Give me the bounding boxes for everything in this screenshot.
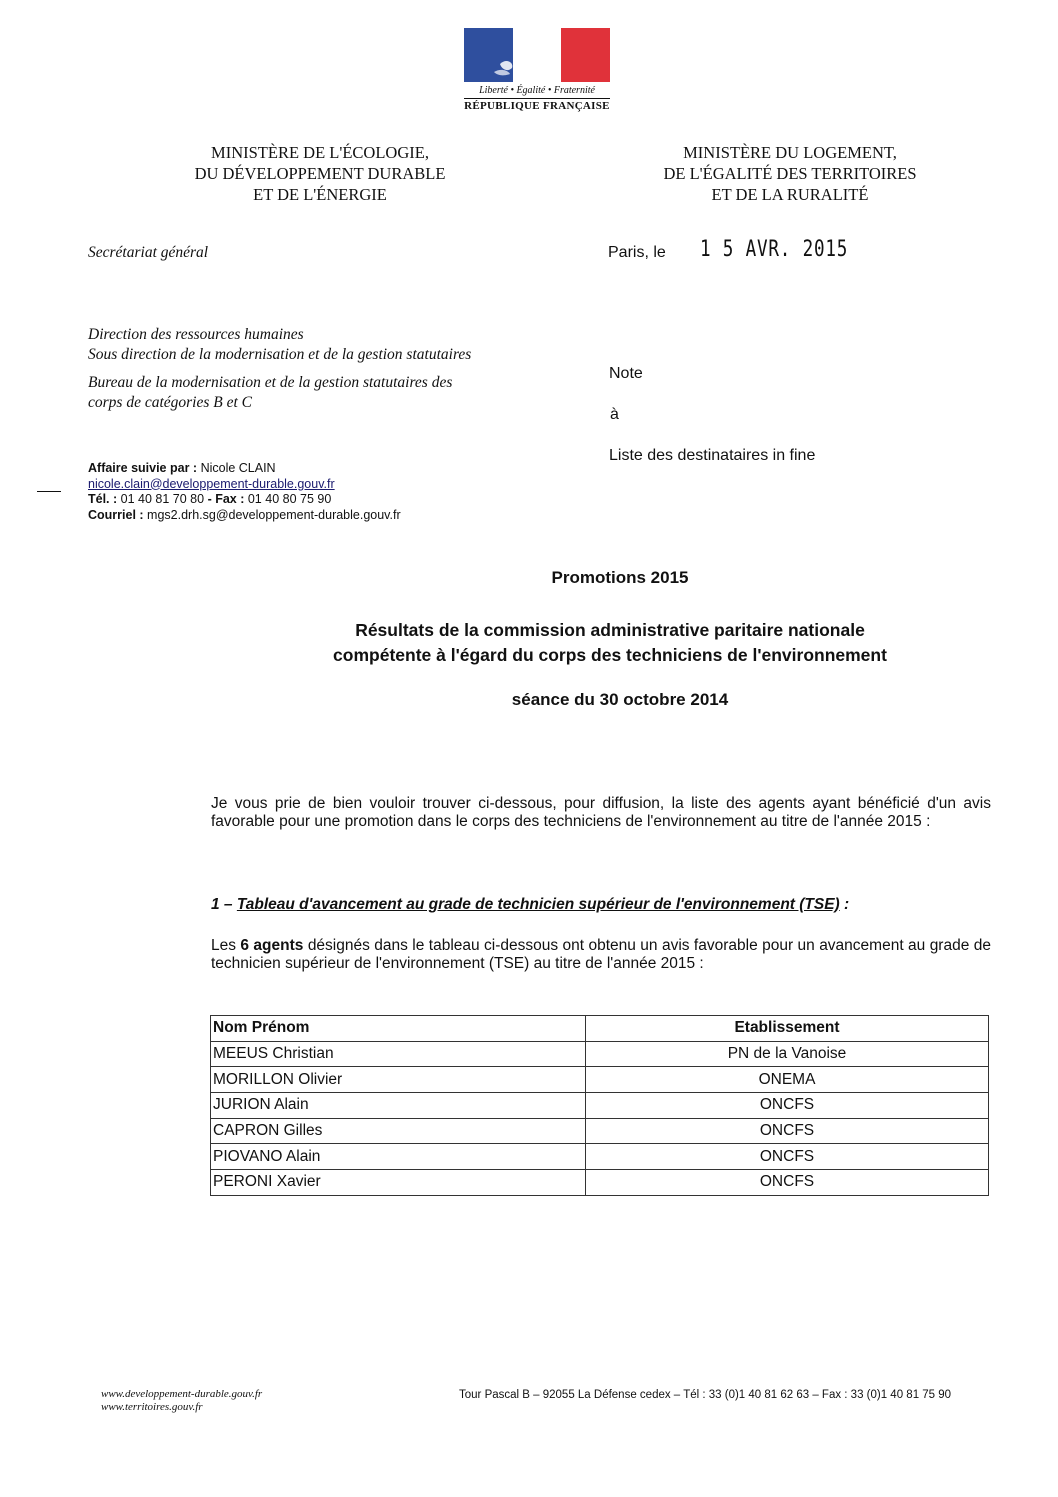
fold-mark xyxy=(37,491,61,492)
promotions-title: Promotions 2015 xyxy=(551,568,689,587)
para-rest: désignés dans le tableau ci-dessous ont obtenu un avis favorable pour un avancement au grade de technicien supérieur de l'environnement (TSE) au titre de l'année 2015 : xyxy=(211,937,991,972)
section-1-paragraph xyxy=(211,937,991,973)
section-1-heading xyxy=(211,896,849,914)
bureau-line: Bureau de la modernisation et de la gestion statutaires des xyxy=(88,374,453,391)
tricolor-flag xyxy=(464,28,610,82)
ministry-right-line: ET DE LA RURALITÉ xyxy=(711,185,869,204)
secretariat-general: Secrétariat général xyxy=(88,244,209,261)
ministry-right xyxy=(630,142,950,205)
logo-divider xyxy=(464,98,610,99)
section-number: 1 – xyxy=(211,896,233,913)
courriel-label: Courriel : xyxy=(88,507,144,522)
cell-name: CAPRON Gilles xyxy=(211,1118,586,1144)
ministry-right-line: DE L'ÉGALITÉ DES TERRITOIRES xyxy=(663,164,917,183)
cell-name: PERONI Xavier xyxy=(211,1170,586,1196)
contact-block xyxy=(88,461,401,523)
agent-count: 6 agents xyxy=(240,937,304,954)
ministry-left-line: MINISTÈRE DE L'ÉCOLOGIE, xyxy=(211,143,429,162)
followed-name: Nicole CLAIN xyxy=(200,461,276,475)
logo-motto: Liberté • Égalité • Fraternité xyxy=(479,85,595,96)
cell-establishment: ONCFS xyxy=(586,1093,989,1119)
contact-followed xyxy=(88,461,401,477)
contact-courriel xyxy=(88,508,401,524)
followed-label: Affaire suivie par : xyxy=(88,461,198,475)
table-header-row xyxy=(211,1016,989,1042)
ministry-right-line: MINISTÈRE DU LOGEMENT, xyxy=(683,143,897,162)
subdirection-line: Sous direction de la modernisation et de la gestion statutaires xyxy=(88,346,472,363)
agents-table xyxy=(210,1015,989,1196)
column-header-name: Nom Prénom xyxy=(211,1016,586,1042)
footer-site-link[interactable]: www.territoires.gouv.fr xyxy=(101,1401,203,1413)
cell-name: MEEUS Christian xyxy=(211,1041,586,1067)
bureau-line: corps de catégories B et C xyxy=(88,394,253,411)
table-row xyxy=(211,1144,989,1170)
date-stamp: 1 5 AVR. 2015 xyxy=(700,237,849,262)
cell-establishment: ONCFS xyxy=(586,1170,989,1196)
contact-phone xyxy=(88,492,401,508)
ministry-left xyxy=(160,142,480,205)
section-suffix: : xyxy=(839,896,850,913)
tel-label: Tél. : xyxy=(88,492,118,506)
section-title: Tableau d'avancement au grade de technicien supérieur de l'environnement (TSE) xyxy=(236,896,840,913)
intro-paragraph: Je vous prie de bien vouloir trouver ci-dessous, pour diffusion, la liste des agents ayant bénéficié d'un avis favorable pour une promotion dans le corps des techniciens de l'environnement au titre de l'année 2015 : xyxy=(211,795,991,830)
cell-name: PIOVANO Alain xyxy=(211,1144,586,1170)
fax-value: 01 40 80 75 90 xyxy=(247,492,332,506)
results-line: compétente à l'égard du corps des techniciens de l'environnement xyxy=(333,645,887,665)
courriel-value: mgs2.drh.sg@developpement-durable.gouv.fr xyxy=(147,507,401,522)
results-title xyxy=(250,618,970,668)
cell-establishment: PN de la Vanoise xyxy=(586,1041,989,1067)
contact-email-link[interactable]: nicole.clain@developpement-durable.gouv.fr xyxy=(88,476,335,491)
note-recipients: Liste des destinataires in fine xyxy=(609,447,816,464)
column-header-establishment: Etablissement xyxy=(586,1016,989,1042)
footer-address: Tour Pascal B – 92055 La Défense cedex – Tél : 33 (0)1 40 81 62 63 – Fax : 33 (0)1 40 81 75 90 xyxy=(459,1389,952,1401)
results-line: Résultats de la commission administrative paritaire nationale xyxy=(355,620,865,640)
place-label: Paris, le xyxy=(608,244,666,261)
direction-block xyxy=(88,325,471,365)
cell-establishment: ONCFS xyxy=(586,1118,989,1144)
table-row xyxy=(211,1118,989,1144)
cell-establishment: ONEMA xyxy=(586,1067,989,1093)
bureau-block xyxy=(88,373,452,413)
fax-label: - Fax : xyxy=(207,492,245,506)
footer-websites xyxy=(101,1388,262,1414)
note-title: Note xyxy=(609,365,643,382)
direction-line: Direction des ressources humaines xyxy=(88,326,304,343)
note-to: à xyxy=(610,406,619,423)
cell-name: MORILLON Olivier xyxy=(211,1067,586,1093)
cell-establishment: ONCFS xyxy=(586,1144,989,1170)
footer-site-link[interactable]: www.developpement-durable.gouv.fr xyxy=(101,1388,263,1400)
marianne-profile-icon xyxy=(464,28,610,82)
logo-republic: RÉPUBLIQUE FRANÇAISE xyxy=(464,100,610,112)
session-date: séance du 30 octobre 2014 xyxy=(511,690,729,709)
para-prefix: Les xyxy=(211,937,241,954)
ministry-left-line: ET DE L'ÉNERGIE xyxy=(253,185,387,204)
ministry-left-line: DU DÉVELOPPEMENT DURABLE xyxy=(194,164,446,183)
cell-name: JURION Alain xyxy=(211,1093,586,1119)
table-row xyxy=(211,1067,989,1093)
table-row xyxy=(211,1170,989,1196)
table-row xyxy=(211,1093,989,1119)
republique-francaise-logo xyxy=(462,28,612,120)
tel-value: 01 40 81 70 80 xyxy=(120,492,205,506)
table-row xyxy=(211,1041,989,1067)
